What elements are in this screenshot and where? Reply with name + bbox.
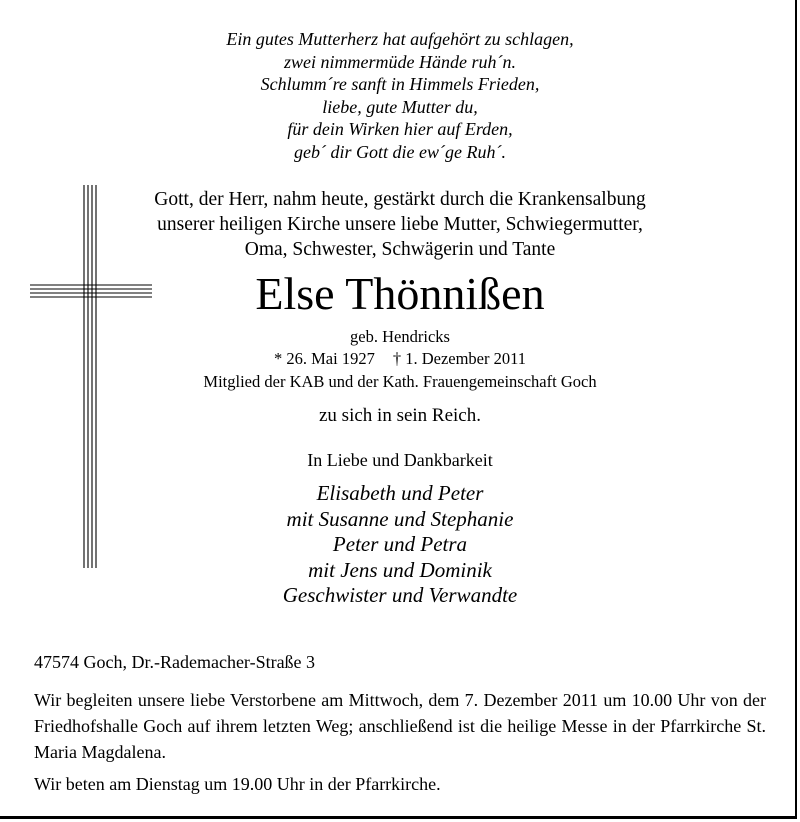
membership-text: Mitglied der KAB und der Kath. Frauengemeinschaft Goch: [203, 372, 597, 391]
poem-line: für dein Wirken hier auf Erden,: [287, 119, 513, 139]
life-dates: [0, 348, 800, 370]
family-line: Geschwister und Verwandte: [282, 583, 518, 607]
intro-line: Oma, Schwester, Schwägerin und Tante: [244, 239, 556, 260]
death-date: † 1. Dezember 2011: [392, 349, 527, 368]
birth-date: * 26. Mai 1927: [273, 349, 375, 368]
maiden-name: geb. Hendricks: [350, 327, 450, 346]
poem-line: Ein gutes Mutterherz hat aufgehört zu schlagen,: [226, 29, 574, 49]
family-line: Elisabeth und Peter: [316, 481, 484, 505]
funeral-info: Wir begleiten unsere liebe Verstorbene am Mittwoch, dem 7. Dezember 2011 um 10.00 Uhr von der Friedhofshalle Goch auf ihrem letzten Weg; anschließend ist die heilige Messe in der Pfarrkirche St. Maria Magdalena.: [34, 690, 766, 762]
family-list: [0, 481, 800, 609]
poem-line: Schlumm´re sanft in Himmels Frieden,: [260, 74, 540, 94]
intro-text: [0, 187, 800, 262]
intro-line: unserer heiligen Kirche unsere liebe Mutter, Schwiegermutter,: [157, 214, 643, 235]
poem-line: zwei nimmermüde Hände ruh´n.: [284, 51, 516, 72]
poem-line: liebe, gute Mutter du,: [322, 96, 478, 117]
poem: [0, 28, 800, 163]
deceased-name: Else Thönnißen: [255, 268, 545, 319]
family-line: mit Susanne und Stephanie: [286, 506, 514, 531]
family-line: mit Jens und Dominik: [308, 557, 492, 582]
reich-text: zu sich in sein Reich.: [319, 405, 481, 426]
family-line: Peter und Petra: [332, 532, 468, 556]
intro-line: Gott, der Herr, nahm heute, gestärkt durch die Krankensalbung: [154, 189, 646, 210]
address: 47574 Goch, Dr.-Rademacher-Straße 3: [34, 652, 316, 672]
poem-line: geb´ dir Gott die ew´ge Ruh´.: [294, 141, 506, 162]
prayer-info: Wir beten am Dienstag um 19.00 Uhr in der Pfarrkirche.: [34, 774, 441, 794]
love-gratitude-text: In Liebe und Dankbarkeit: [307, 450, 493, 470]
